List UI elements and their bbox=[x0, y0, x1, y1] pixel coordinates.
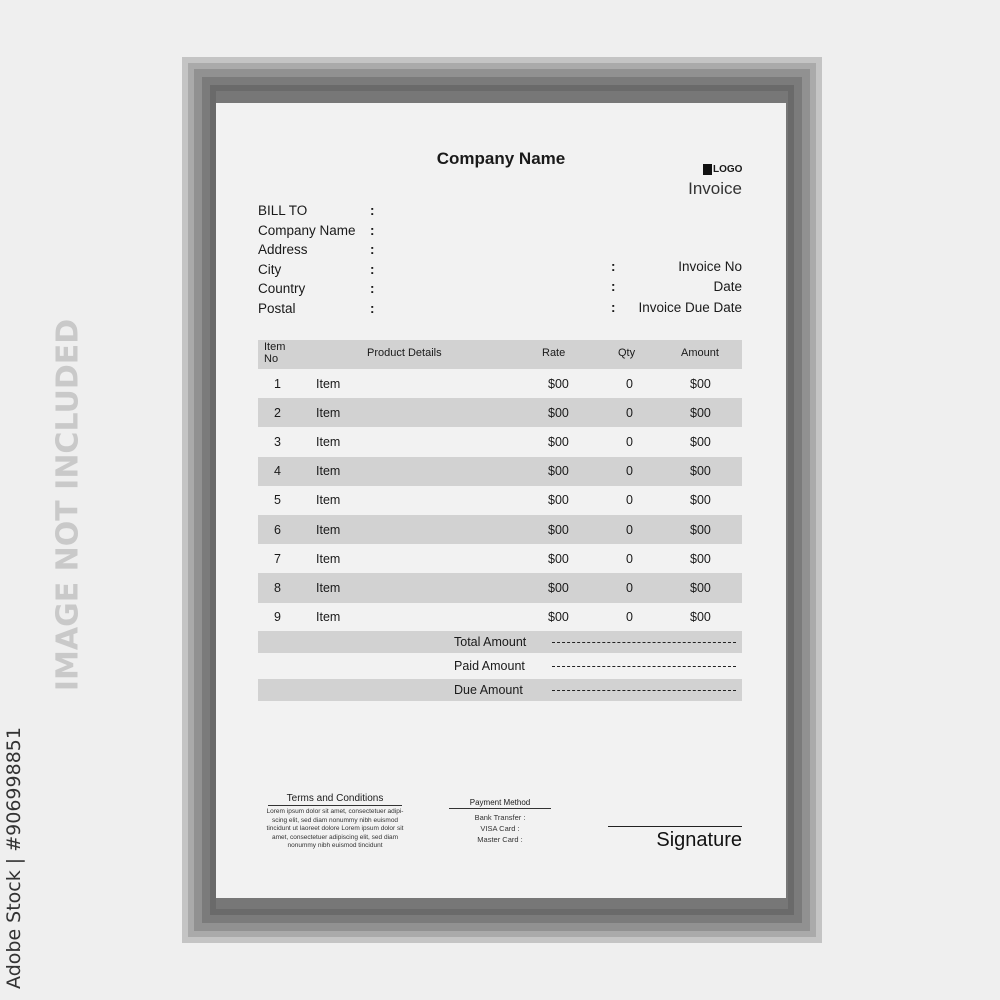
payment-line: Bank Transfer : bbox=[474, 813, 526, 822]
terms-body: Lorem ipsum dolor sit amet, consectetuer adipi-scing elit, sed diam nonummy nibh euismod tincidunt ut laoreet dolore Lorem ipsum dolor sit amet, consectetuer adipiscing elit, sed diam nonummy nibh euismod tincidunt bbox=[266, 808, 404, 849]
row-amount: $00 bbox=[690, 522, 711, 537]
header-item-no: Item No bbox=[264, 341, 286, 365]
row-item-no: 9 bbox=[274, 610, 281, 625]
logo-text: LOGO bbox=[713, 164, 743, 175]
signature-label: Signature bbox=[656, 829, 742, 851]
row-amount: $00 bbox=[690, 493, 711, 508]
header-amount: Amount bbox=[681, 347, 719, 359]
terms-title: Terms and Conditions bbox=[268, 793, 402, 806]
bill-colon: : bbox=[370, 261, 375, 277]
dash-line bbox=[552, 666, 736, 667]
watermark-side-text: IMAGE NOT INCLUDED bbox=[50, 318, 86, 692]
row-qty: 0 bbox=[626, 434, 633, 449]
row-qty: 0 bbox=[626, 464, 633, 479]
row-item-no: 1 bbox=[274, 376, 281, 391]
stock-id-text: Adobe Stock | #906998851 bbox=[3, 727, 25, 989]
total-amount-row bbox=[258, 631, 742, 653]
row-qty: 0 bbox=[626, 493, 633, 508]
header-product: Product Details bbox=[367, 347, 442, 359]
invoice-info-row bbox=[611, 256, 742, 277]
bill-colon: : bbox=[370, 242, 375, 258]
total-label: Total Amount bbox=[454, 635, 527, 649]
row-item-name: Item bbox=[316, 493, 341, 508]
invoice-title: Invoice bbox=[688, 179, 742, 198]
terms-block bbox=[260, 793, 410, 851]
items-table bbox=[258, 340, 742, 632]
row-amount: $00 bbox=[690, 434, 711, 449]
table-row bbox=[258, 457, 742, 486]
info-colon: : bbox=[611, 279, 616, 295]
row-item-no: 3 bbox=[274, 434, 281, 449]
bill-row bbox=[258, 299, 375, 319]
bill-colon: : bbox=[370, 281, 375, 297]
info-label: Invoice No bbox=[678, 258, 742, 274]
info-label: Date bbox=[713, 279, 742, 295]
row-item-no: 6 bbox=[274, 522, 281, 537]
row-item-name: Item bbox=[316, 405, 341, 420]
row-item-no: 8 bbox=[274, 580, 281, 595]
row-amount: $00 bbox=[690, 551, 711, 566]
bill-label: City bbox=[258, 261, 282, 277]
table-row bbox=[258, 515, 742, 544]
invoice-info-row bbox=[611, 277, 742, 298]
row-amount: $00 bbox=[690, 405, 711, 420]
row-rate: $00 bbox=[548, 376, 569, 391]
bill-to-block bbox=[258, 201, 375, 318]
row-amount: $00 bbox=[690, 610, 711, 625]
company-name: Company Name bbox=[436, 149, 566, 168]
invoice-info-row bbox=[611, 297, 742, 318]
payment-line: Master Card : bbox=[477, 835, 523, 844]
header-qty: Qty bbox=[618, 347, 636, 359]
row-item-no: 7 bbox=[274, 551, 281, 566]
totals-block bbox=[258, 631, 742, 703]
dash-line bbox=[552, 642, 736, 643]
table-row bbox=[258, 369, 742, 398]
row-item-name: Item bbox=[316, 434, 341, 449]
table-row bbox=[258, 427, 742, 456]
table-row bbox=[258, 486, 742, 515]
row-rate: $00 bbox=[548, 434, 569, 449]
bill-label: Address bbox=[258, 242, 308, 258]
row-rate: $00 bbox=[548, 522, 569, 537]
logo-icon bbox=[703, 164, 712, 175]
bill-colon: : bbox=[370, 222, 375, 238]
row-qty: 0 bbox=[626, 522, 633, 537]
row-item-name: Item bbox=[316, 551, 341, 566]
bill-row bbox=[258, 221, 375, 241]
table-header bbox=[258, 340, 742, 369]
table-row bbox=[258, 544, 742, 573]
row-amount: $00 bbox=[690, 464, 711, 479]
row-item-no: 4 bbox=[274, 464, 281, 479]
invoice-page bbox=[216, 103, 786, 898]
bill-row bbox=[258, 279, 375, 299]
bill-label: Country bbox=[258, 281, 306, 297]
row-rate: $00 bbox=[548, 405, 569, 420]
row-item-name: Item bbox=[316, 464, 341, 479]
row-rate: $00 bbox=[548, 580, 569, 595]
row-qty: 0 bbox=[626, 580, 633, 595]
row-item-name: Item bbox=[316, 522, 341, 537]
header-rate: Rate bbox=[542, 347, 566, 359]
row-item-no: 5 bbox=[274, 493, 281, 508]
paid-amount-row bbox=[258, 655, 742, 677]
due-label: Due Amount bbox=[454, 683, 523, 697]
row-qty: 0 bbox=[626, 405, 633, 420]
row-rate: $00 bbox=[548, 610, 569, 625]
row-rate: $00 bbox=[548, 464, 569, 479]
bill-row bbox=[258, 240, 375, 260]
bill-label: BILL TO bbox=[258, 203, 308, 219]
row-rate: $00 bbox=[548, 551, 569, 566]
row-item-no: 2 bbox=[274, 405, 281, 420]
table-row bbox=[258, 603, 742, 632]
bill-label: Company Name bbox=[258, 222, 356, 238]
row-qty: 0 bbox=[626, 376, 633, 391]
row-qty: 0 bbox=[626, 551, 633, 566]
row-item-name: Item bbox=[316, 376, 341, 391]
logo bbox=[703, 164, 742, 175]
row-amount: $00 bbox=[690, 376, 711, 391]
row-amount: $00 bbox=[690, 580, 711, 595]
row-item-name: Item bbox=[316, 610, 341, 625]
bill-label: Postal bbox=[258, 300, 296, 316]
due-amount-row bbox=[258, 679, 742, 701]
row-rate: $00 bbox=[548, 493, 569, 508]
payment-title: Payment Method bbox=[449, 798, 551, 809]
bill-colon: : bbox=[370, 203, 375, 219]
invoice-info-block bbox=[611, 256, 742, 318]
row-qty: 0 bbox=[626, 610, 633, 625]
paid-label: Paid Amount bbox=[454, 659, 525, 673]
table-row bbox=[258, 573, 742, 602]
dash-line bbox=[552, 690, 736, 691]
bill-colon: : bbox=[370, 300, 375, 316]
info-label: Invoice Due Date bbox=[638, 299, 742, 315]
signature-line bbox=[608, 826, 742, 827]
info-colon: : bbox=[611, 299, 616, 315]
payment-line: VISA Card : bbox=[480, 824, 520, 833]
payment-block bbox=[449, 798, 551, 845]
table-row bbox=[258, 398, 742, 427]
row-item-name: Item bbox=[316, 580, 341, 595]
bill-row bbox=[258, 201, 375, 221]
bill-row bbox=[258, 260, 375, 280]
info-colon: : bbox=[611, 258, 616, 274]
